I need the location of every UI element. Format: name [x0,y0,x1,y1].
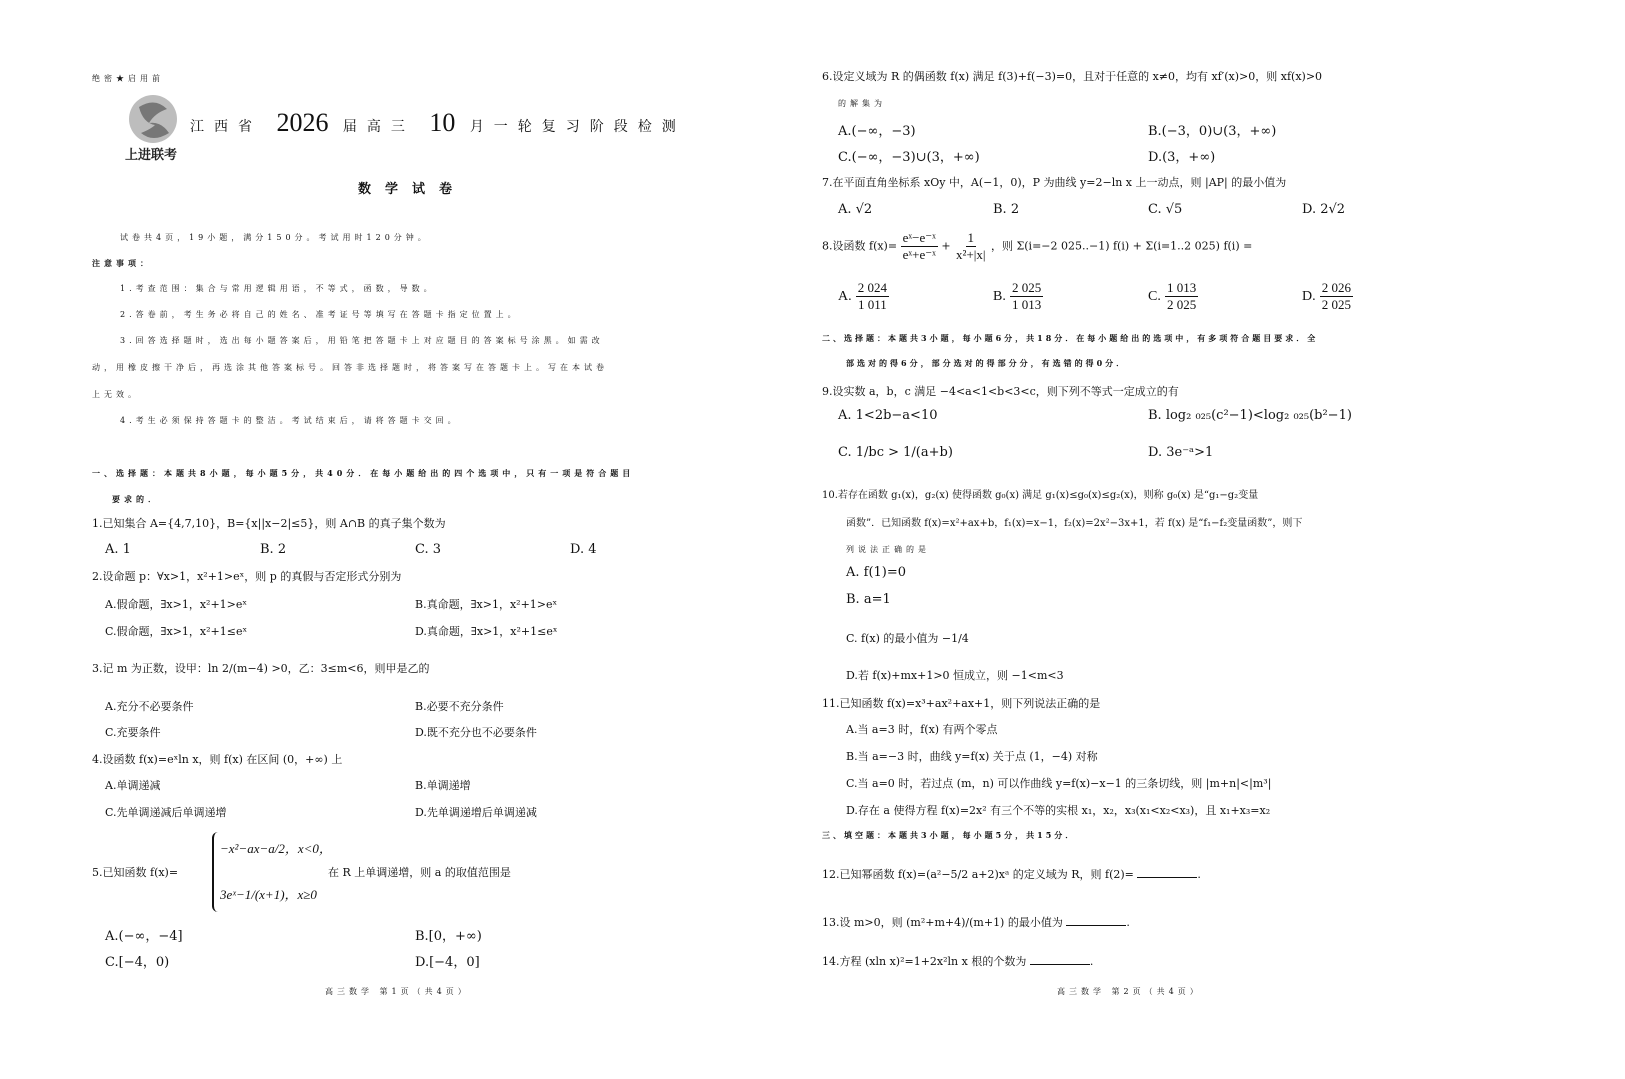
q1-option-b[interactable]: B. 2 [260,542,287,557]
q4-option-a[interactable]: A.单调递减 [105,779,161,792]
q2-option-a[interactable]: A.假命题，∃x>1，x²+1>eˣ [105,598,248,611]
question-7: 7.在平面直角坐标系 xOy 中，A(−1，0)，P 为曲线 y=2−ln x 上一动点，则 |AP| 的最小值为 [822,176,1287,189]
q10-option-c[interactable]: C. f(x) 的最小值为 −1/4 [846,632,969,645]
q8-option-b[interactable]: B. $\frac{2 025}{1 013}$ [993,280,1042,312]
q14-answer-blank[interactable] [1030,952,1090,965]
note-3-cont: 动，用橡皮擦干净后，再选涂其他答案标号。回答非选择题时，将答案写在答题卡上。写在本试卷 [92,363,608,372]
q9-option-c[interactable]: C. 1/bc > 1/(a+b) [838,445,953,460]
question-13: 13.设 m>0，则 (m²+m+4)/(m+1) 的最小值为 . [822,913,1130,930]
page-2 [812,0,1625,1079]
question-4: 4.设函数 f(x)=eˣln x，则 f(x) 在区间 (0，+∞) 上 [92,753,343,766]
exam-logo-icon [125,93,183,163]
q11-option-d[interactable]: D.存在 a 使得方程 f(x)=2x² 有三个不等的实根 x₁，x₂，x₃(x₁<x₂<x₃)，且 x₁+x₃=x₂ [846,804,1271,817]
q5-option-d[interactable]: D.[−4，0] [415,955,480,970]
question-12: 12.已知幂函数 f(x)=(a²−5/2 a+2)xᵃ 的定义域为 R，则 f(2)= . [822,865,1201,882]
q13-answer-blank[interactable] [1066,913,1126,926]
note-3-end: 上无效。 [92,390,140,399]
q3-option-a[interactable]: A.充分不必要条件 [105,700,194,713]
question-14: 14.方程 (xln x)²=1+2x²ln x 根的个数为 . [822,952,1093,969]
q9-option-b[interactable]: B. log₂ ₀₂₅(c²−1)<log₂ ₀₂₅(b²−1) [1148,408,1352,423]
q9-option-d[interactable]: D. 3e⁻ᵃ>1 [1148,445,1214,460]
q1-option-d[interactable]: D. 4 [570,542,597,557]
q6-option-b[interactable]: B.(−3，0)∪(3，+∞) [1148,124,1277,139]
question-10-end: 列说法正确的是 [846,545,930,554]
q10-option-a[interactable]: A. f(1)=0 [846,565,907,580]
q8-option-d[interactable]: D. $\frac{2 026}{2 025}$ [1302,280,1352,312]
exam-intro: 试卷共4页，19小题，满分150分。考试用时120分钟。 [120,233,430,242]
question-11: 11.已知函数 f(x)=x³+ax²+ax+1，则下列说法正确的是 [822,697,1101,710]
q2-option-c[interactable]: C.假命题，∃x>1，x²+1≤eˣ [105,625,248,638]
q10-option-d[interactable]: D.若 f(x)+mx+1>0 恒成立，则 −1<m<3 [846,669,1064,682]
question-5-tail: 在 R 上单调递增，则 a 的取值范围是 [328,866,511,879]
question-6: 6.设定义域为 R 的偶函数 f(x) 满足 f(3)+f(−3)=0，且对于任意的 x≠0，均有 xf′(x)>0，则 xf(x)>0 [822,70,1323,83]
section-3-heading: 三、填空题：本题共3小题，每小题5分，共15分． [822,830,1077,840]
q5-case-2: 3eˣ−1/(x+1)，x≥0 [220,887,317,902]
note-1: 1.考查范围：集合与常用逻辑用语，不等式，函数，导数。 [120,284,436,293]
section-1-heading: 一、选择题：本题共8小题，每小题5分，共40分．在每小题给出的四个选项中，只有一项是符合题目 [92,468,635,478]
q3-option-d[interactable]: D.既不充分也不必要条件 [415,726,537,739]
logo-text: 上进联考 [125,148,178,163]
note-4: 4.考生必须保持答题卡的整洁。考试结束后，请将答题卡交回。 [120,416,460,425]
q1-option-a[interactable]: A. 1 [105,542,131,557]
q2-option-b[interactable]: B.真命题，∃x>1，x²+1>eˣ [415,598,558,611]
subject-title: 数学试卷 [358,182,467,197]
q3-option-b[interactable]: B.必要不充分条件 [415,700,504,713]
page-footer: 高三数学 第1页（共4页） [325,987,470,996]
q6-option-d[interactable]: D.(3，+∞) [1148,150,1216,165]
section-2-heading-cont: 部选对的得6分，部分选对的得部分分，有选错的得0分． [846,358,1128,368]
q8-option-a[interactable]: A. $\frac{2 024}{1 011}$ [838,280,888,312]
section-1-heading-cont: 要求的． [112,494,160,504]
q11-option-a[interactable]: A.当 a=3 时，f(x) 有两个零点 [846,723,998,736]
q11-option-b[interactable]: B.当 a=−3 时，曲线 y=f(x) 关于点 (1，−4) 对称 [846,750,1098,763]
page-1 [0,0,812,1079]
q7-option-a[interactable]: A. √2 [838,202,873,217]
section-2-heading: 二、选择题：本题共3小题，每小题6分，共18分．在每小题给出的选项中，有多项符合题目要求．全 [822,333,1319,343]
question-10: 10.若存在函数 g₁(x)，g₂(x) 使得函数 g₀(x) 满足 g₁(x)≤g₀(x)≤g₂(x)，则称 g₀(x) 是“g₁−g₂变量 [822,490,1259,501]
question-3: 3.记 m 为正数，设甲：ln 2/(m−4) >0，乙：3≤m<6，则甲是乙的 [92,662,430,675]
question-8: 8.设函数 f(x)= $\frac{\text{eˣ−e⁻ˣ}}{\text{eˣ+e⁻ˣ}}$ + $\frac{1}{\text{x²+|x|}}$ ，则 Σ(i=−2 025..−1) f(i) + Σ(i=1..2 025) f(i) = [822,230,1253,262]
q7-option-c[interactable]: C. √5 [1148,202,1183,217]
q1-option-c[interactable]: C. 3 [415,542,442,557]
q7-option-d[interactable]: D. 2√2 [1302,202,1346,217]
q12-answer-blank[interactable] [1137,865,1197,878]
q5-brace [212,832,220,912]
q4-option-c[interactable]: C.先单调递减后单调递增 [105,806,227,819]
q9-option-a[interactable]: A. 1<2b−a<10 [838,408,938,423]
q5-case-1: −x²−ax−a/2，x<0， [220,841,332,856]
q4-option-d[interactable]: D.先单调递增后单调递减 [415,806,537,819]
q4-option-b[interactable]: B.单调递增 [415,779,471,792]
q8-option-c[interactable]: C. $\frac{1 013}{2 025}$ [1148,280,1197,312]
secret-label: 绝密★启用前 [92,74,164,83]
q6-option-a[interactable]: A.(−∞，−3) [838,124,916,139]
q10-option-b[interactable]: B. a=1 [846,592,891,607]
question-5-lead: 5.已知函数 f(x)= [92,866,179,879]
question-2: 2.设命题 p：∀x>1，x²+1>eˣ，则 p 的真假与否定形式分别为 [92,570,402,583]
q5-option-c[interactable]: C.[−4，0) [105,955,170,970]
q6-option-c[interactable]: C.(−∞，−3)∪(3，+∞) [838,150,980,165]
exam-title: 江西省 2026 届高三 10 月一轮复习阶段检测 [190,108,686,137]
question-1: 1.已知集合 A={4,7,10}，B={x||x−2|≤5}，则 A∩B 的真子集个数为 [92,517,446,530]
q5-option-a[interactable]: A.(−∞，−4] [105,929,183,944]
page-footer: 高三数学 第2页（共4页） [1057,987,1202,996]
q11-option-c[interactable]: C.当 a=0 时，若过点 (m，n) 可以作曲线 y=f(x)−x−1 的三条切线，则 |m+n|<|m³| [846,777,1272,790]
note-3: 3.回答选择题时，选出每小题答案后，用铅笔把答题卡上对应题目的答案标号涂黑。如需改 [120,336,604,345]
question-6-cont: 的解集为 [838,99,886,108]
q3-option-c[interactable]: C.充要条件 [105,726,161,739]
question-9: 9.设实数 a，b，c 满足 −4<a<1<b<3<c，则下列不等式一定成立的有 [822,385,1179,398]
notice-title: 注意事项： [92,258,152,268]
note-2: 2.答卷前，考生务必将自己的姓名、准考证号等填写在答题卡指定位置上。 [120,310,520,319]
question-10-cont: 函数”．已知函数 f(x)=x²+ax+b，f₁(x)=x−1，f₂(x)=2x²−3x+1，若 f(x) 是“f₁−f₂变量函数”，则下 [846,518,1303,529]
q2-option-d[interactable]: D.真命题，∃x>1，x²+1≤eˣ [415,625,558,638]
q7-option-b[interactable]: B. 2 [993,202,1020,217]
q5-option-b[interactable]: B.[0，+∞) [415,929,482,944]
